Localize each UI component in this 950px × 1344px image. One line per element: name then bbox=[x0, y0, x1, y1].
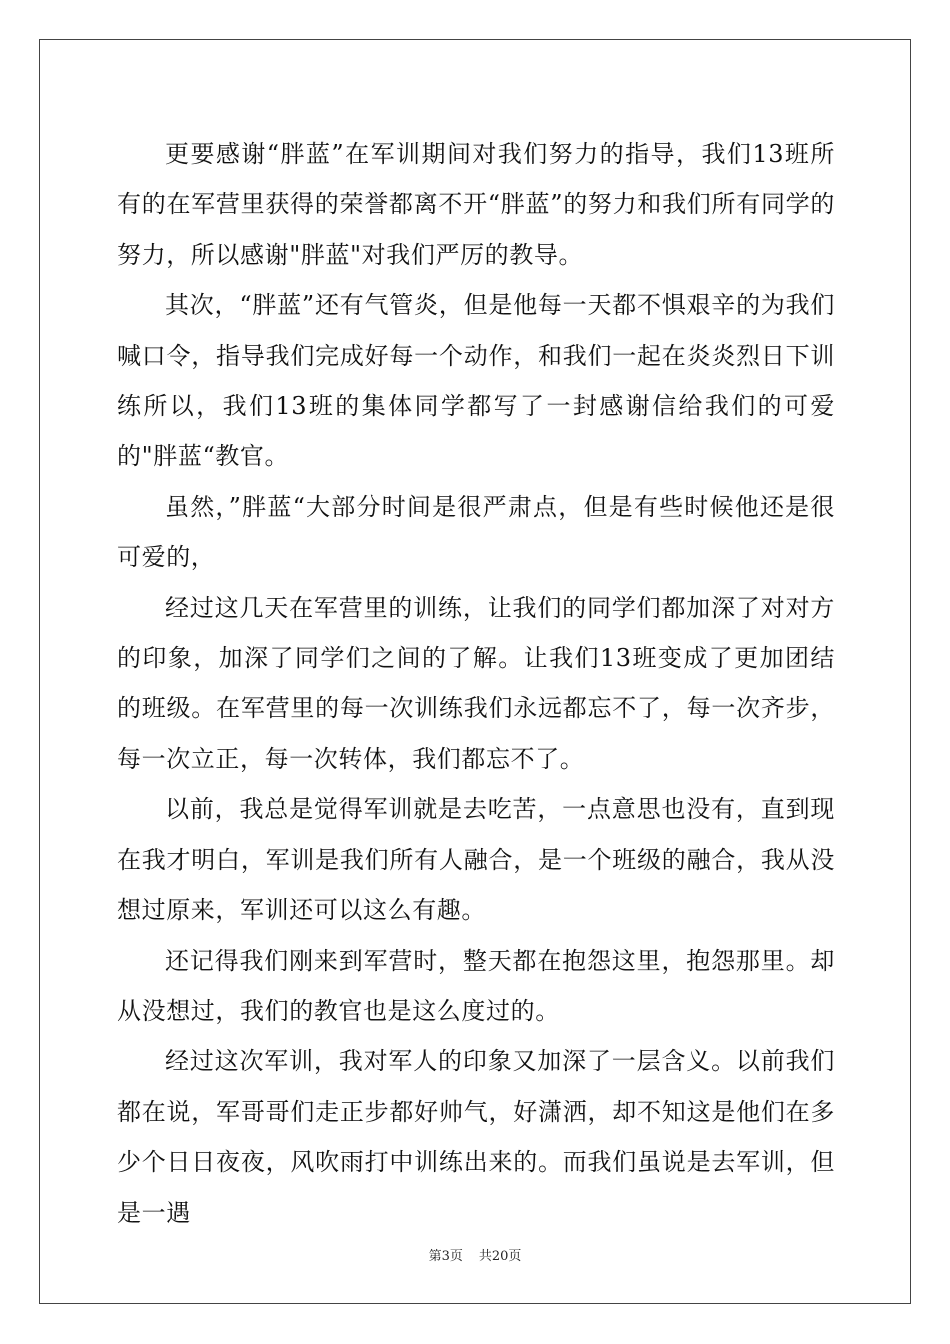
paragraph: 经过这次军训，我对军人的印象又加深了一层含义。以前我们都在说，军哥哥们走正步都好帅气，好潇洒，却不知这是他们在多少个日日夜夜，风吹雨打中训练出来的。而我们虽说是去军训，但是一遇 bbox=[117, 1047, 835, 1227]
paragraph: 还记得我们刚来到军营时，整天都在抱怨这里，抱怨那里。却从没想过，我们的教官也是这么度过的。 bbox=[117, 946, 835, 1025]
paragraph: 其次，“胖蓝”还有气管炎，但是他每一天都不惧艰辛的为我们喊口令，指导我们完成好每一个动作，和我们一起在炎炎烈日下训练所以，我们13班的集体同学都写了一封感谢信给我们的可爱的"胖蓝“教官。 bbox=[117, 291, 835, 471]
page-footer bbox=[0, 1248, 950, 1266]
paragraph: 以前，我总是觉得军训就是去吃苦，一点意思也没有，直到现在我才明白，军训是我们所有人融合，是一个班级的融合，我从没想过原来，军训还可以这么有趣。 bbox=[117, 795, 835, 925]
page-number: 第3页 bbox=[428, 1249, 463, 1264]
paragraph: 经过这几天在军营里的训练，让我们的同学们都加深了对对方的印象，加深了同学们之间的了解。让我们13班变成了更加团结的班级。在军营里的每一次训练我们永远都忘不了，每一次齐步，每一次立正，每一次转体，我们都忘不了。 bbox=[117, 593, 835, 773]
paragraph: 更要感谢“胖蓝”在军训期间对我们努力的指导，我们13班所有的在军营里获得的荣誉都离不开“胖蓝”的努力和我们所有同学的努力，所以感谢"胖蓝"对我们严厉的教导。 bbox=[117, 140, 835, 269]
paragraph: 虽然，”胖蓝“大部分时间是很严肃点，但是有些时候他还是很可爱的， bbox=[117, 492, 835, 572]
document-body bbox=[117, 129, 835, 1238]
page-total: 共20页 bbox=[478, 1249, 522, 1264]
